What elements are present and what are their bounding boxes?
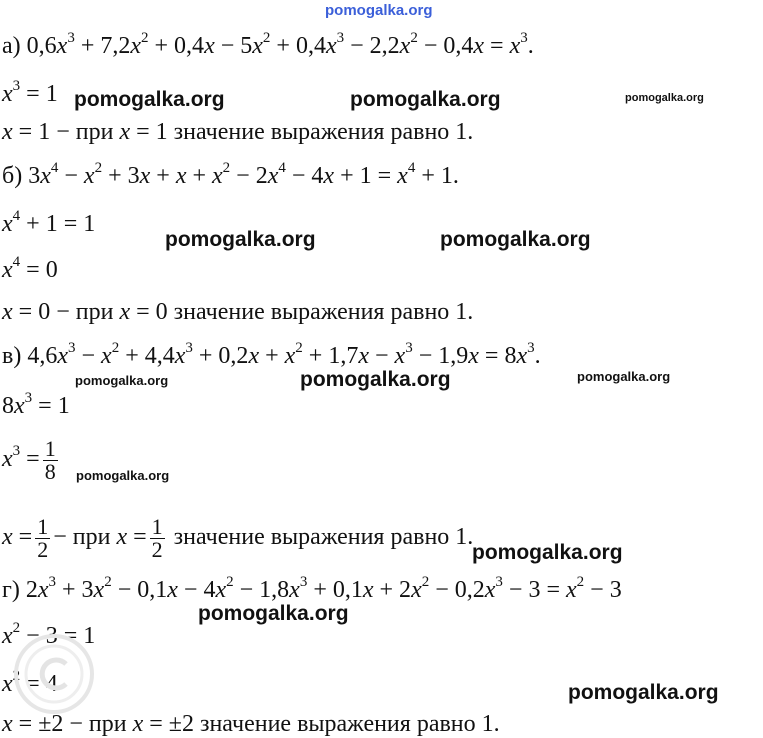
v-line-3: $x^3$ = $\frac{1}{8}$ [2, 436, 56, 484]
b-equation: б) $3x^4 - x^2 + 3x + x + x^2 - 2x^4 - 4x + 1 = x^4 + 1$. [2, 160, 459, 189]
g-line-3: $x^2 = 4$ [2, 668, 58, 697]
watermark: pomogalka.org [75, 373, 169, 388]
watermark: pomogalka.org [472, 541, 623, 564]
a-label: а) [2, 33, 21, 59]
b-label: б) [2, 163, 23, 189]
watermark-top: pomogalka.org [325, 2, 433, 19]
a-line-3: x = 1 − при x = 1 значение выражения равно 1. [2, 119, 474, 145]
fraction-one-half: $\frac{1}{2}$ [151, 514, 163, 562]
v-line-2: $8x^3 = 1$ [2, 390, 70, 419]
watermark: pomogalka.org [198, 602, 349, 625]
watermark: pomogalka.org [625, 92, 704, 104]
b-line-2: $x^4 + 1 = 1$ [2, 208, 96, 237]
copyright-stamp-icon [12, 632, 96, 716]
watermark: pomogalka.org [76, 468, 170, 483]
fraction-one-half: $\frac{1}{2}$ [37, 514, 49, 562]
b-line-3: $x^4 = 0$ [2, 254, 58, 283]
g-equation: г) $2x^3 + 3x^2 - 0,1x - 4x^2 - 1,8x^3 + 0,1x + 2x^2 - 0,2x^3 - 3 = x^2 - 3$ [2, 574, 622, 603]
a-equation: а) $0,6x^3 + 7,2x^2 + 0,4x - 5x^2 + 0,4x^3 - 2,2x^2 - 0,4x = x^3$. [2, 30, 534, 59]
g-line-4: x = ±2 − при x = ±2 значение выражения равно 1. [2, 711, 500, 737]
fraction-one-eighth: $\frac{1}{8}$ [44, 436, 56, 484]
watermark: pomogalka.org [440, 228, 591, 251]
watermark: pomogalka.org [300, 368, 451, 391]
watermark: pomogalka.org [350, 88, 501, 111]
watermark: pomogalka.org [165, 228, 316, 251]
watermark: pomogalka.org [568, 681, 719, 704]
v-label: в) [2, 343, 22, 369]
g-label: г) [2, 577, 20, 603]
g-line-2: $x^2 - 3 = 1$ [2, 620, 96, 649]
watermark: pomogalka.org [577, 369, 671, 384]
b-line-4: x = 0 − при x = 0 значение выражения равно 1. [2, 299, 474, 325]
watermark: pomogalka.org [74, 88, 225, 111]
v-equation: в) $4,6x^3 - x^2 + 4,4x^3 + 0,2x + x^2 + 1,7x - x^3 - 1,9x = 8x^3$. [2, 340, 541, 369]
v-line-4: x = $\frac{1}{2}$ − при x = $\frac{1}{2}$ значение выражения равно 1. [2, 514, 474, 562]
a-line-2: $x^3 = 1$ [2, 78, 58, 107]
